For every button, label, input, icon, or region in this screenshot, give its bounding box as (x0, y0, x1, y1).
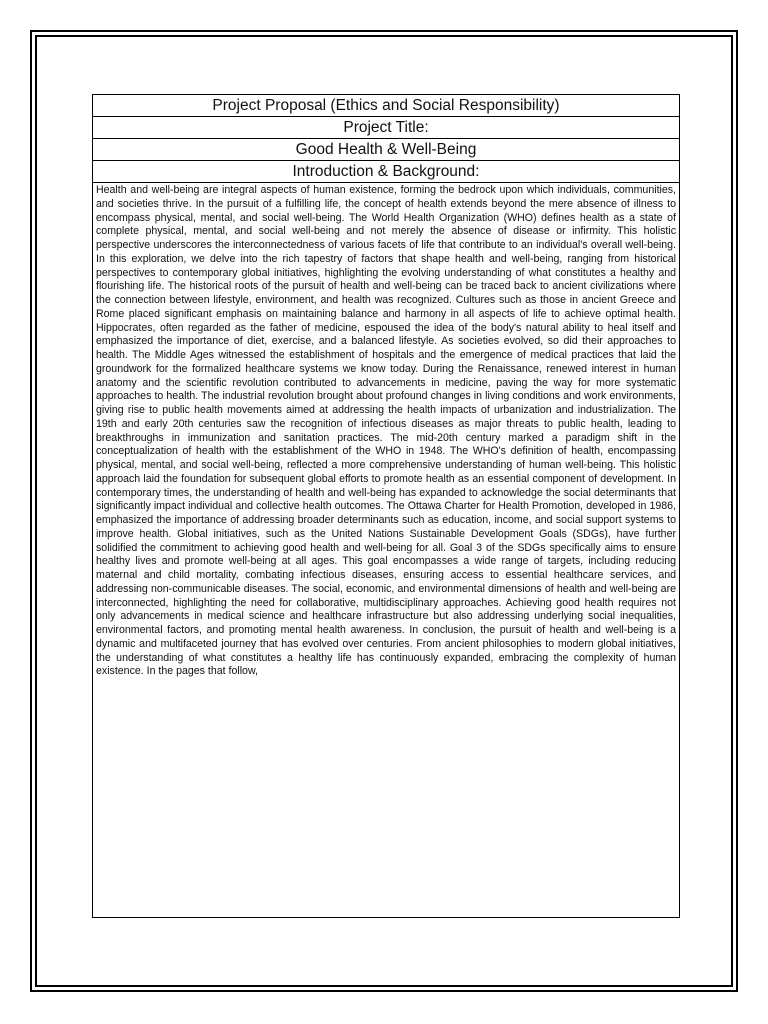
project-title: Good Health & Well-Being (93, 139, 679, 161)
proposal-title: Project Proposal (Ethics and Social Responsibility) (93, 95, 679, 117)
introduction-text: Health and well-being are integral aspects of human existence, forming the bedrock upon which individuals, communities, and societies thrive. In the pursuit of a fulfilling life, the concept of health extends beyond the mere absence of illness to encompass physical, mental, and social well-being. The World Health Organization (WHO) defines health as a state of complete physical, mental, and social well-being and not merely the absence of disease or infirmity. This holistic perspective underscores the interconnectedness of various facets of life that contribute to an individual's overall well-being. In this exploration, we delve into the rich tapestry of factors that shape health and well-being, ranging from historical perspectives to contemporary global initiatives, highlighting the evolving understanding of what constitutes a healthy and flourishing life. The historical roots of the pursuit of health and well-being can be traced back to ancient civilizations where the connection between lifestyle, environment, and health was recognized. Cultures such as those in ancient Greece and Rome placed significant emphasis on maintaining balance and harmony in all aspects of life to achieve optimal health. Hippocrates, often regarded as the father of medicine, espoused the idea of the body's natural ability to heal itself and emphasized the importance of diet, exercise, and a balanced lifestyle. As societies evolved, so did their approaches to health. The Middle Ages witnessed the establishment of hospitals and the emergence of medical practices that laid the groundwork for the formalized healthcare systems we know today. During the Renaissance, renewed interest in human anatomy and the scientific revolution contributed to advancements in medicine, paving the way for more systematic approaches to health. The industrial revolution brought about profound changes in living conditions and work environments, giving rise to public health movements aimed at addressing the health impacts of urbanization and industrialization. The 19th and early 20th centuries saw the recognition of infectious diseases as major threats to public health, leading to breakthroughs in immunization and sanitation practices. The mid-20th century marked a paradigm shift in the conceptualization of health with the establishment of the WHO in 1948. The WHO's definition of health, encompassing physical, mental, and social well-being, reflected a more comprehensive understanding of human well-being. This holistic approach laid the foundation for subsequent global efforts to promote health as an essential component of development. In contemporary times, the understanding of health and well-being has expanded to acknowledge the social determinants that significantly impact individual and collective health outcomes. The Ottawa Charter for Health Promotion, developed in 1986, emphasized the importance of addressing broader determinants such as education, income, and social support systems to improve health. Global initiatives, such as the United Nations Sustainable Development Goals (SDGs), have further solidified the commitment to achieving good health and well-being for all. Goal 3 of the SDGs specifically aims to ensure healthy lives and promote well-being at all ages. This goal encompasses a wide range of targets, including reducing maternal and child mortality, combating infectious diseases, ensuring access to essential healthcare services, and addressing non-communicable diseases. The social, economic, and environmental dimensions of health and well-being are interconnected, highlighting the need for collaborative, multidisciplinary approaches. Achieving good health requires not only advancements in medical science and healthcare infrastructure but also addressing underlying social inequalities, environmental factors, and promoting mental health awareness. In conclusion, the pursuit of health and well-being is a dynamic and multifaceted journey that has evolved over centuries. From ancient philosophies to modern global initiatives, the understanding of what constitutes a healthy life has continuously expanded, embracing the complexity of human existence. In the pages that follow, (96, 184, 676, 678)
project-title-label: Project Title: (93, 117, 679, 139)
proposal-table (92, 94, 680, 918)
section-heading: Introduction & Background: (93, 161, 679, 183)
